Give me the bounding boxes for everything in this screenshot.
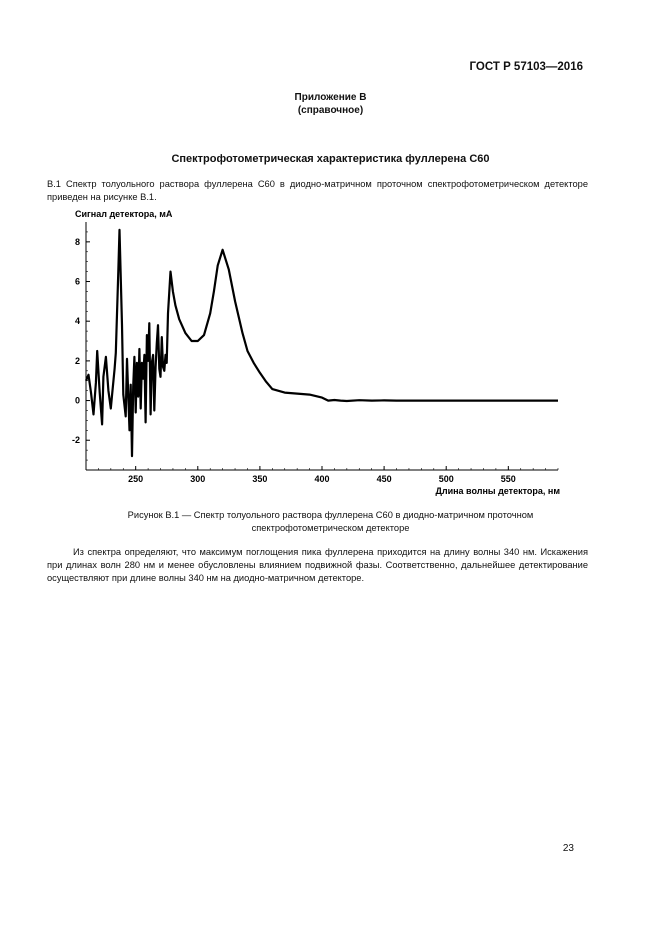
x-tick-label: 250: [128, 474, 144, 484]
appendix-heading: [0, 91, 661, 117]
y-axis-label: Сигнал детектора, мА: [75, 209, 173, 219]
section-title: Спектрофотометрическая характеристика фуллерена С60: [171, 153, 490, 165]
spectrum-line: [86, 230, 558, 456]
chart-plot-area: [72, 209, 560, 496]
y-tick-label: 8: [74, 236, 80, 247]
x-tick-label: 400: [314, 474, 330, 484]
page-number: 23: [562, 843, 574, 854]
x-tick-label: 550: [500, 474, 516, 484]
conclusion-paragraph: Из спектра определяют, что максимум поглощения пика фуллерена приходится на длину волны 340 нм. Искажения при длинах волн 280 нм и менее обусловлены влиянием подвижной фазы. Соответственно, дальнейшее детектирование осуществляют при длине волны 340 нм на диодно-матричном детекторе.: [47, 547, 588, 583]
figure-caption-line-2: спектрофотометрическом детекторе: [251, 523, 410, 533]
x-tick-label: 450: [376, 474, 392, 484]
figure-caption-line-1: Рисунок В.1 — Спектр толуольного раствора фуллерена С60 в диодно-матричном проточном: [127, 510, 534, 520]
y-tick-label: 6: [74, 276, 80, 287]
appendix-subtitle: (справочное): [297, 105, 364, 116]
y-tick-label: 2: [74, 355, 80, 366]
figure-caption: [0, 509, 661, 535]
x-axis-label: Длина волны детектора, нм: [435, 486, 560, 496]
x-tick-label: 500: [438, 474, 454, 484]
y-tick-label: 0: [74, 395, 80, 406]
x-tick-label: 300: [190, 474, 206, 484]
y-tick-label: 4: [74, 316, 80, 327]
standard-number: ГОСТ Р 57103—2016: [469, 61, 583, 73]
appendix-title: Приложение В: [294, 92, 367, 103]
y-tick-label: -2: [71, 435, 80, 446]
intro-paragraph: В.1 Спектр толуольного раствора фуллерена С60 в диодно-матричном проточном спектрофотометрическом детекторе приведен на рисунке В.1.: [47, 179, 588, 202]
spectrum-chart: [0, 205, 661, 505]
x-tick-label: 350: [252, 474, 268, 484]
